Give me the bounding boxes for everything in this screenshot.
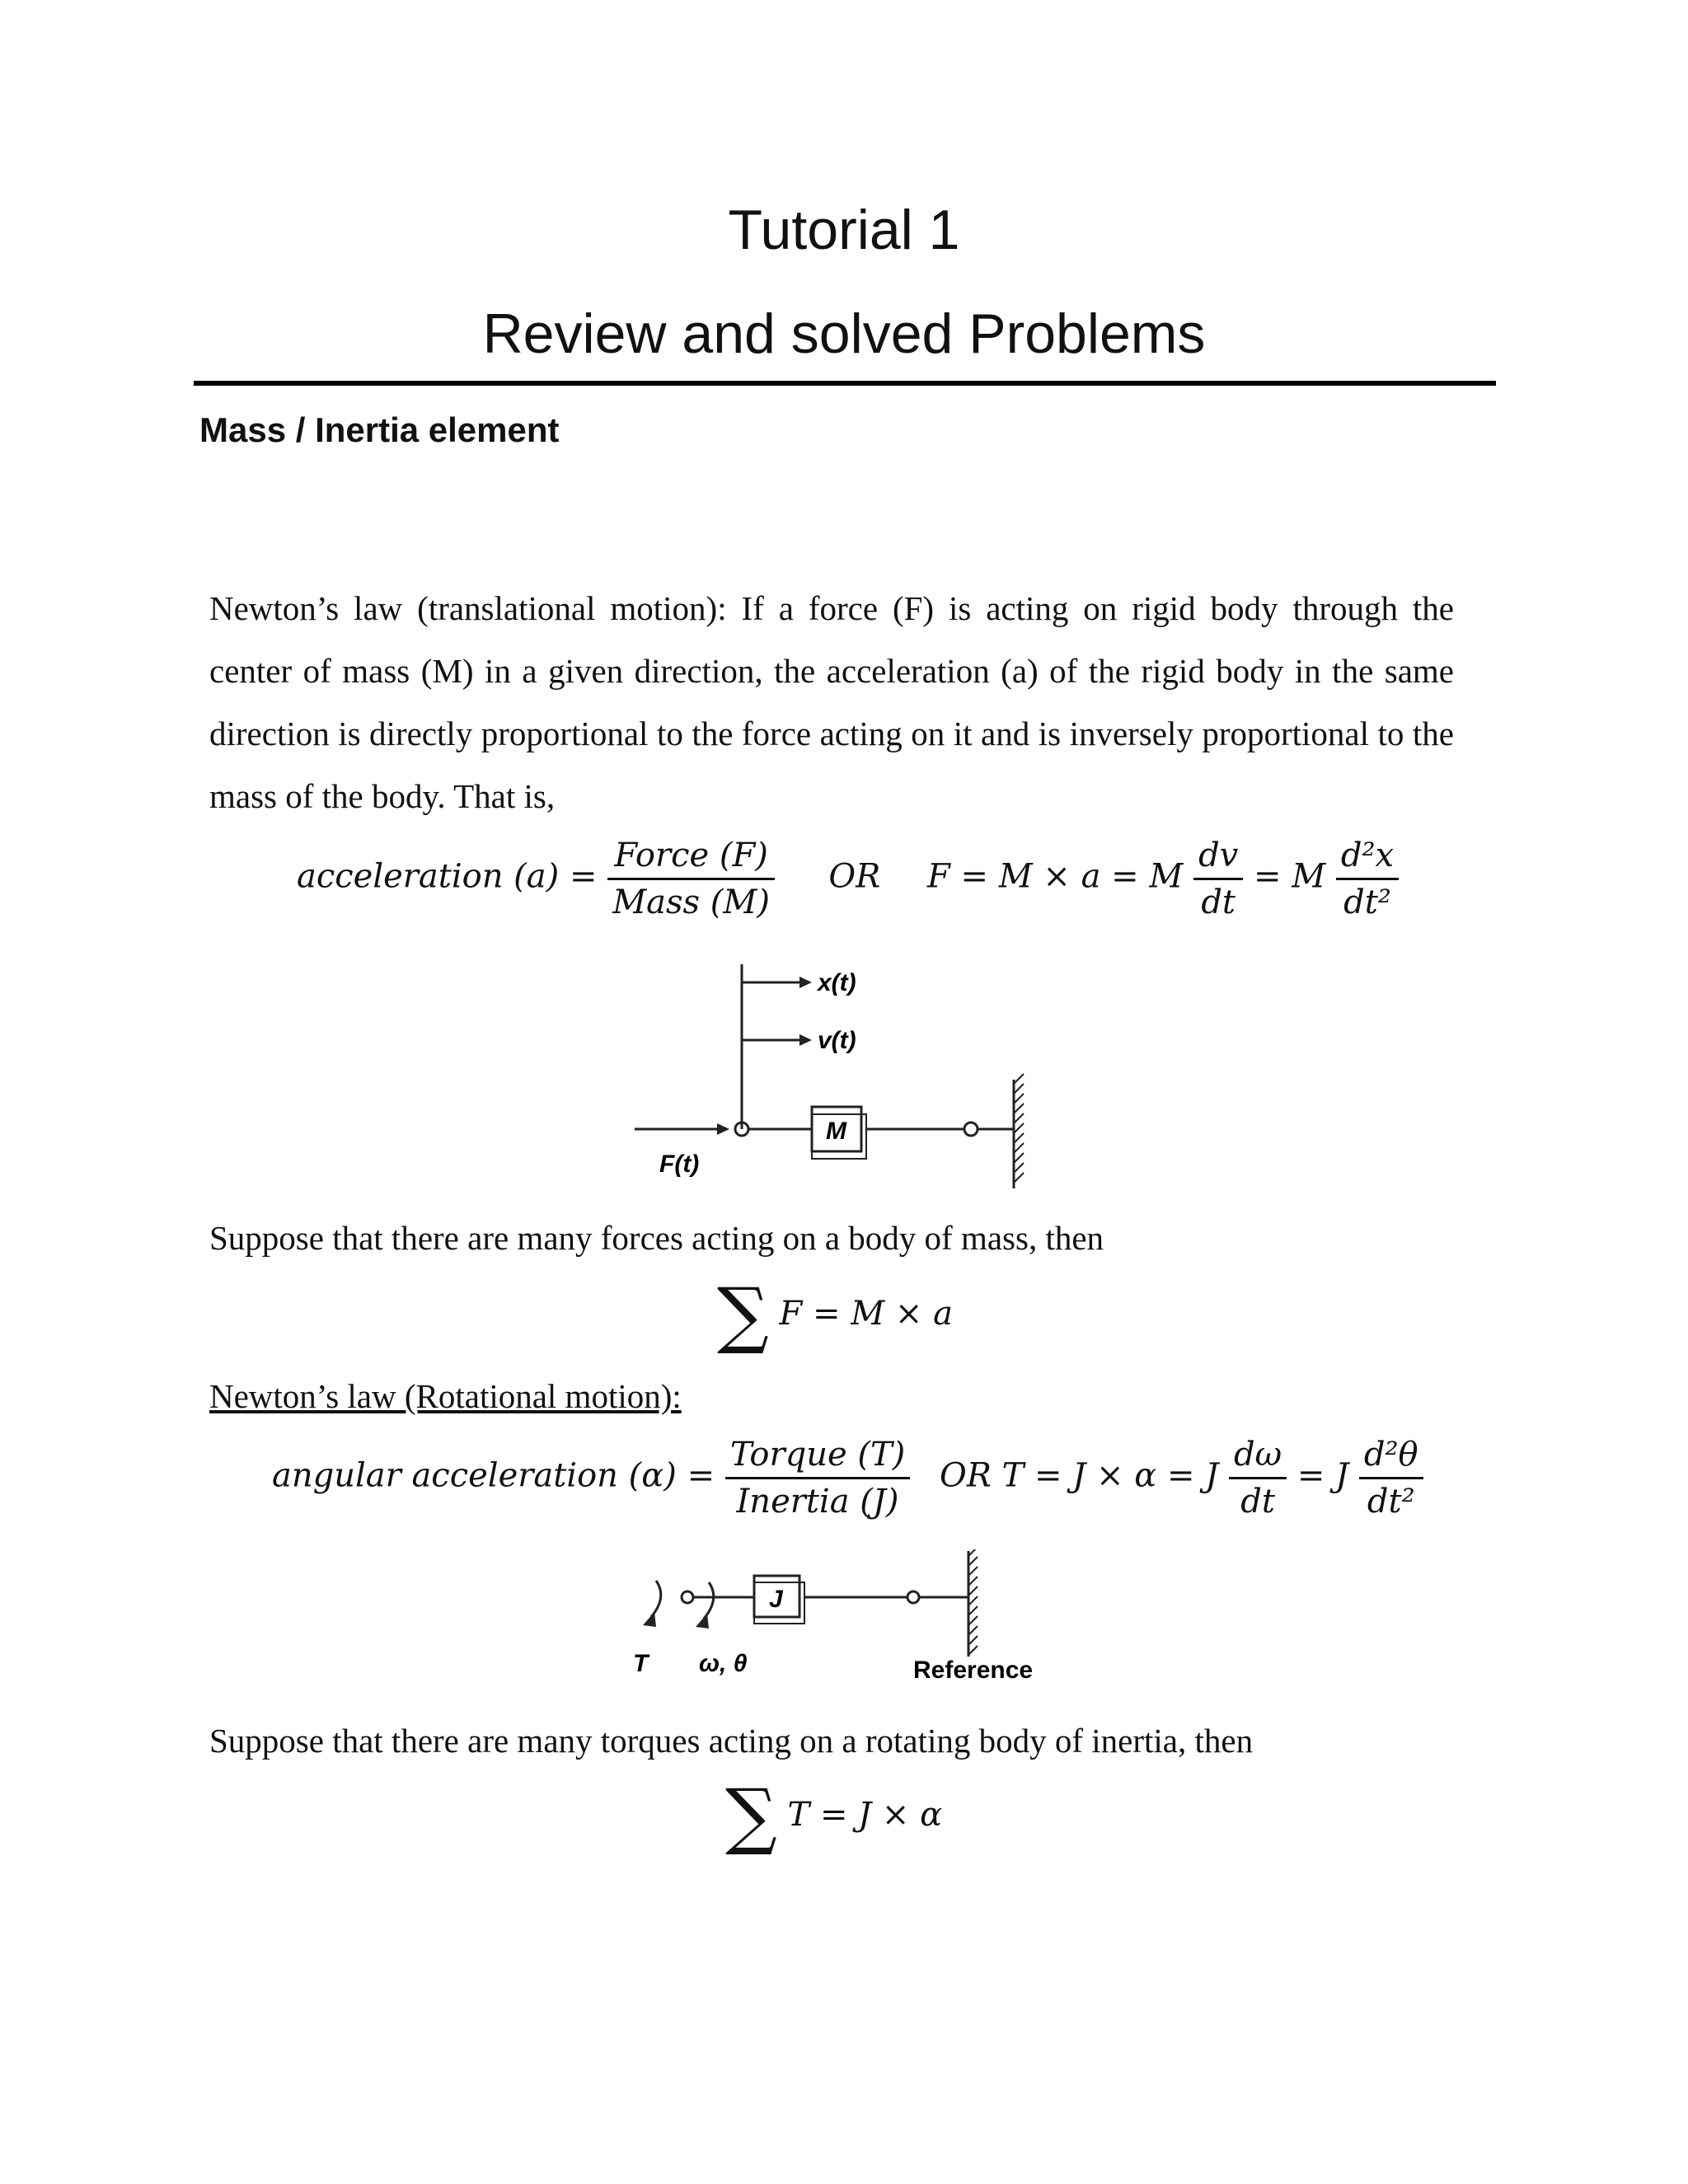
rot-eq2-den1: dt: [1240, 1483, 1275, 1521]
section-heading: Mass / Inertia element: [199, 410, 560, 449]
translational-paragraph: Newton’s law (translational motion): If a force (F) is acting on rigid body through the center of mass (M) in a given direction, the acceleration (a) of the rigid body in the same direction is directly proportional to the force acting on it and is inversely proportional to the mass of the body. That is,: [209, 589, 1454, 815]
diagram-label-force: F(t): [659, 1151, 700, 1178]
rot-eq2-den2: dt²: [1367, 1483, 1415, 1521]
rot-eq-denominator: Inertia (J): [736, 1483, 899, 1521]
sum-torques-rhs: T = J × α: [787, 1796, 943, 1834]
diagram-label-omega: ω, θ: [699, 1650, 748, 1677]
eq2-den1: dt: [1201, 883, 1236, 921]
rotational-heading: Newton’s law (Rotational motion):: [209, 1377, 682, 1415]
rot-eq2-num1: dω: [1229, 1436, 1287, 1479]
diagram-label-reference: Reference: [913, 1657, 1034, 1684]
mass-diagram: [635, 956, 1047, 1203]
rot-eq-lhs: angular acceleration (α) =: [272, 1456, 715, 1495]
eq-denominator: Mass (M): [612, 883, 770, 921]
eq-fraction: [607, 837, 775, 921]
eq2-num1: dv: [1193, 837, 1243, 880]
eq-or: OR: [828, 857, 881, 896]
sum-forces-equation: [717, 1272, 953, 1357]
eq2-fraction-2: [1336, 837, 1399, 921]
torque-equation: [940, 1436, 1423, 1521]
page-subtitle: Review and solved Problems: [482, 302, 1206, 365]
rot-eq2-mid: = J: [1296, 1456, 1349, 1495]
title-divider: [194, 381, 1496, 386]
eq2-num2: d²x: [1336, 837, 1399, 880]
page-title: Tutorial 1: [728, 199, 960, 261]
many-torques-text: Suppose that there are many torques acting on a rotating body of inertia, then: [209, 1722, 1254, 1760]
sigma-symbol: ∑: [717, 1272, 769, 1357]
eq2-den2: dt²: [1343, 883, 1391, 921]
sigma-symbol-2: ∑: [725, 1773, 777, 1858]
sum-torques-equation: [725, 1773, 943, 1858]
newton-force-equation: [927, 837, 1399, 921]
rot-eq-fraction: [725, 1436, 910, 1521]
eq2-prefix: F = M × a = M: [927, 857, 1184, 896]
rotational-equation: [272, 1436, 910, 1521]
rot-eq-numerator: Torque (T): [725, 1436, 910, 1479]
translational-equation: [297, 837, 880, 921]
eq2-fraction-1: [1193, 837, 1243, 921]
many-forces-text: Suppose that there are many forces acting on a body of mass, then: [209, 1219, 1104, 1257]
eq2-mid: = M: [1254, 857, 1326, 896]
diagram-label-mass: M: [826, 1118, 846, 1145]
diagram-label-torque: T: [633, 1650, 649, 1677]
diagram-label-v: v(t): [818, 1027, 856, 1054]
sum-forces-rhs: F = M × a: [779, 1295, 953, 1333]
inertia-diagram: [618, 1549, 1047, 1690]
eq-lhs: acceleration (a) =: [297, 857, 598, 896]
diagram-label-x: x(t): [818, 969, 856, 996]
diagram-label-inertia: J: [769, 1586, 783, 1613]
rot-eq2-num2: d²θ: [1359, 1436, 1423, 1479]
rot-eq2-fraction-2: [1359, 1436, 1423, 1521]
rot-eq2-prefix: OR T = J × α = J: [940, 1456, 1219, 1495]
rot-eq2-fraction-1: [1229, 1436, 1287, 1521]
eq-numerator: Force (F): [607, 837, 775, 880]
